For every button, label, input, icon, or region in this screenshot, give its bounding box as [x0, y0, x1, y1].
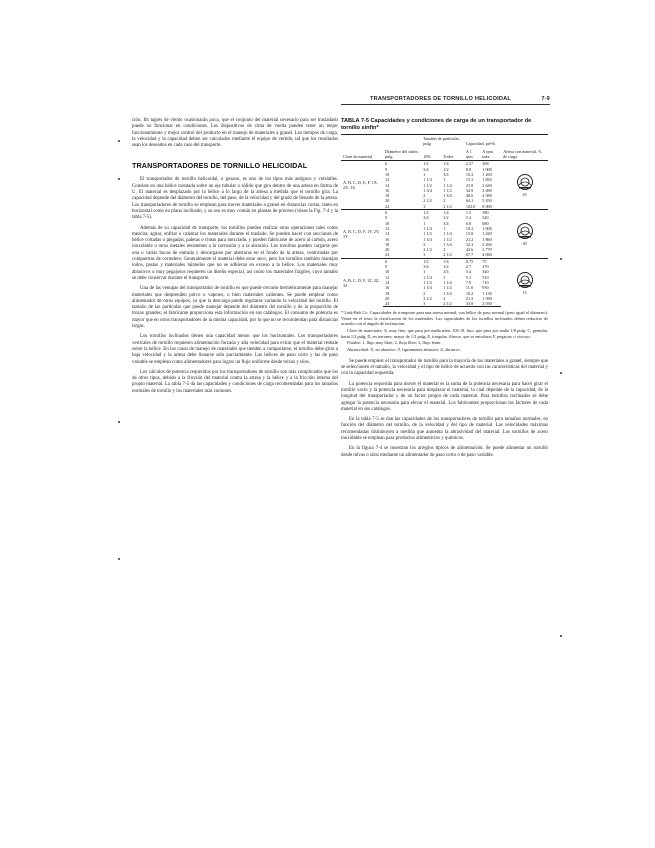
table-title: TABLA 7-5 Capacidades y condiciones de carga de un transportador de tornillo sinfín*	[341, 118, 532, 131]
material-class-cell: A, B, C, D, F, 1Y, 2Y, 3Y	[341, 210, 383, 259]
loading-percent: 15	[522, 289, 527, 295]
table-cell: 8.0	[465, 166, 472, 172]
table-cell: 540	[482, 215, 489, 221]
table-cell: 42.6	[465, 247, 474, 253]
table-cell: 10.2	[465, 171, 474, 177]
table-cell: 23.2	[465, 236, 474, 242]
table-cell: 20	[385, 247, 390, 253]
header-group: Clase de material	[341, 135, 383, 161]
table-cell: 5.4	[465, 215, 472, 221]
table-cell: 10	[385, 269, 390, 275]
table-cell: 1/2	[421, 210, 441, 216]
table-cell: 930	[482, 285, 489, 291]
table-cell: 64.1	[465, 198, 474, 204]
table-cell: 4 060	[482, 252, 492, 258]
table-cell: 33.8	[464, 301, 480, 307]
header-capacity: Capacidad, pie³/h	[464, 135, 501, 148]
table-cell: 1 1/4	[443, 231, 452, 237]
table-cell: 1 850	[482, 177, 492, 183]
table-cell: 2 030	[480, 301, 501, 307]
table-cell: 14	[385, 231, 390, 237]
table-cell: 368	[480, 161, 501, 167]
table-cell: 10	[385, 171, 390, 177]
table-cell: 102.0	[465, 203, 476, 209]
margin-dot	[118, 558, 120, 560]
table-cell: 0.75	[464, 258, 480, 264]
table-cell: 20	[385, 198, 390, 204]
margin-dot	[118, 421, 120, 423]
table-cell: 20	[385, 295, 390, 301]
table-cell: 23.8	[465, 182, 474, 188]
margin-dot	[560, 635, 562, 637]
table-cell: 6	[383, 258, 421, 264]
table-note: * Link-Belt Co. Capacidades de transporte para una artesa normal, con hélice de paso normal (paso igual al diámetro). Véase en el texto la clasificación de los materiales. Las capacidades de los tornillos inclinados deben reducirse de acuerdo con el ángulo de inclinación.	[341, 310, 548, 327]
header-diameter: Diámetro del sinfín, pulg	[383, 135, 421, 161]
right-column-text	[341, 359, 548, 459]
header-loading: Artesa con material, % de carga	[501, 135, 548, 161]
table-header-row	[341, 135, 548, 148]
loading-cell	[501, 161, 548, 210]
body-paragraph: Una de las ventajas del transportador de tornillo es que puede cerrarse herméticamente para manejar materiales que desprenden polvo o vapores, o bien materiales calientes. Se puede emplear como alimentador de otros equipos, ya que la descarga puede regularse variando la velocidad del tornillo. El tamaño de las partículas que puede manejar depende del diámetro del tornillo y de la proporción de trozos grandes; el fabricante proporciona esta información en sus catálogos. El consumo de potencia es mayor que en otros transportadores de la misma capacidad, por lo que no se recomiendan para distancias largas.	[132, 286, 338, 330]
header-all-lumps: Todos	[443, 154, 454, 160]
table-cell: 1 1/2	[443, 236, 452, 242]
table-cell: 1 1/2	[443, 285, 452, 291]
body-paragraph: Los cálculos de potencia requeridos por los transportadores de tornillo son más complicados que los de otros tipos, debido a la fricción del material contra la artesa y la hélice y a la fricción interna del propio material. La tabla 7-5 da las capacidades y condiciones de carga recomendadas para los tamaños normales de tornillo y los materiales más comunes.	[132, 369, 338, 394]
table-cell: 67.7	[465, 252, 474, 258]
table-cell: 24	[385, 203, 390, 209]
table-cell: 11.6	[465, 285, 474, 291]
table-cell: 180	[480, 210, 501, 216]
table-cell: 18	[385, 290, 390, 296]
table-cell: 2 640	[482, 182, 492, 188]
trough-loading-icon	[516, 271, 534, 290]
body-paragraph: Los tornillos inclinados tienen una capacidad menor que los horizontales. Los transportadores verticales de tornillo requieren alimentación forzada y alta velocidad para evitar que el material resbale sobre la hélice. En los casos de manejo de materiales que tienden a compactarse, el tornillo debe girar a baja velocidad y la artesa debe llenarse sólo parcialmente. Las hélices de paso corto y las de paso variable se emplean como alimentadores para lograr un flujo uniforme desde tolvas y silos.	[132, 334, 338, 365]
table-cell: 1/4	[441, 161, 464, 167]
table-cell: 10.2	[465, 225, 474, 231]
table-cell: 5.1	[465, 274, 472, 280]
table-cell: 1 000	[482, 225, 492, 231]
table-cell: 34.9	[465, 187, 474, 193]
table-cell: 1	[443, 177, 446, 183]
table-cell: 2 1/2	[423, 198, 432, 204]
table-cell: 1 3/4	[443, 193, 452, 199]
section-title: TRANSPORTADORES DE TORNILLO HELICOIDAL	[132, 161, 308, 171]
table-cell: 1 260	[482, 171, 492, 177]
table-cell: 2 770	[482, 247, 492, 253]
table-cell: 2 1/2	[423, 247, 432, 253]
table-cell: 680	[482, 220, 489, 226]
table-cell: 12	[385, 225, 390, 231]
table-cell: 1 3/4	[423, 236, 432, 242]
table-cell: 1/2	[443, 166, 449, 172]
table-cell: 1 130	[482, 290, 492, 296]
table-cell: 1 1/2	[443, 187, 452, 193]
table-cell: 2	[443, 295, 446, 301]
table-cell: 2 1/2	[441, 301, 464, 307]
table-cell: 2	[443, 247, 446, 253]
header-at-1rpm: A 1 rpm	[465, 148, 473, 160]
page-number: 7-9	[541, 96, 550, 102]
header-lumps-pct: 10%	[423, 154, 431, 160]
table-cell: 1	[443, 274, 446, 280]
header-max-rpm: A rpm máx.	[482, 148, 493, 160]
table-note: Clave de materiales: A, muy fino, que pasa por malla núm. 100; B, fino, que pasa por malla 1/8 pulg; C, granular, hasta 1/2 pulg; D, en terrones, mayor de 1/2 pulg; E, irregular, fibroso, que se entrelaza; F, pegajoso o viscoso.	[341, 328, 548, 339]
table-cell: 8 000	[482, 203, 492, 209]
table-cell: 1/2	[421, 161, 441, 167]
loading-cell	[501, 210, 548, 259]
table-row	[341, 161, 548, 167]
right-column	[341, 118, 548, 463]
body-paragraph: Se puede emplear el transportador de tornillo para la mayoría de los materiales a granel, siempre que se seleccionen el tamaño, la velocidad y el tipo de hélice de acuerdo con las características del material y con la capacidad requerida.	[341, 358, 548, 377]
table-cell: 1 1/2	[423, 182, 432, 188]
table-cell: 1 1/2	[423, 279, 432, 285]
table-cell: 1 1/4	[443, 279, 452, 285]
table-cell: 1 1/4	[423, 225, 432, 231]
intro-paragraph: ción. Ith tagres de viento ocasionarán poca, que el conjunto del material necesario para ser trasladado puede no funcionar en condiciones. Los dispositivos de cinta de vuelta pueden tener un mejor funcionamiento y mejor control del producto en el manejo de materiales a granel. Los tiempos de carga, la velocidad y la capacidad deben ser calculados mediante el equipo de vertido, tal que los resultados sean los deseados en cada caso del transporte.	[132, 118, 338, 149]
table-cell: 3/4	[443, 220, 449, 226]
table-cell: 24	[385, 252, 390, 258]
table-cell: 1 3/4	[443, 290, 452, 296]
table-note: Fluidez: 1, flujo muy libre; 2, flujo libre; 3, flujo lento.	[347, 340, 442, 346]
table-cell: 1 3/4	[423, 187, 432, 193]
table-cell: 3	[423, 203, 426, 209]
margin-dot	[118, 178, 120, 180]
table-cell: 1 1/4	[423, 274, 432, 280]
table-cell: 1/2	[421, 258, 441, 264]
table-cell: 1/4	[441, 210, 464, 216]
table-cell: 3.4	[465, 269, 472, 275]
table-cell: 1 390	[482, 295, 492, 301]
table-cell: 18	[385, 193, 390, 199]
table-cell: 2	[423, 241, 426, 247]
table-cell: 2 1/2	[423, 295, 432, 301]
table-cell: 5 450	[482, 198, 492, 204]
table-cell: 2.7	[465, 264, 472, 270]
table-cell: 1 860	[482, 236, 492, 242]
material-class-cell: A, B, C, D, F, 1Z, 2Z, 3Z	[341, 258, 383, 307]
table-cell: 3 490	[482, 187, 492, 193]
running-head	[370, 96, 550, 102]
table-cell: 9	[385, 215, 388, 221]
table-cell: 4 380	[482, 193, 492, 199]
loading-cell	[501, 258, 548, 307]
table-cell: 3	[421, 301, 441, 307]
table-cell: 15.8	[465, 231, 474, 237]
table-cell: 12	[385, 274, 390, 280]
left-column	[132, 118, 338, 399]
table-cell: 16	[385, 187, 390, 193]
table-cell: 2 1/2	[443, 252, 452, 258]
header-feed: Tamaño de partículas, pulg	[421, 135, 464, 148]
trough-loading-icon	[516, 173, 534, 192]
table-cell: 24	[383, 301, 421, 307]
table-cell: 2	[423, 290, 426, 296]
body-paragraph: Además de su capacidad de transporte, los tornillos pueden realizar otras operaciones tales como mezclar, agitar, enfriar o calentar los materiales durante el traslado. Se pueden hacer con secciones de hélice cortadas o plegadas, paletas o cintas para mezclado, y pueden fabricarse de acero al carbón, acero inoxidable u otros metales resistentes a la corrosión y a la abrasión. Los tornillos pueden cargarse por una o varias bocas de entrada y descargarse por aberturas en el fondo de la artesa, controladas por compuertas de corredera. Generalmente el material debe estar seco, pero los tornillos también manejan lodos, pastas y materiales húmedos que no se adhieran en exceso a la hélice. Los materiales muy abrasivos o muy pegajosos requieren un diseño especial, así como los materiales frágiles, cuyo tamaño se debe conservar durante el transporte.	[132, 225, 338, 281]
table-cell: 1 420	[482, 231, 492, 237]
table-cell: 2	[423, 193, 426, 199]
table-cell: 3/4	[423, 166, 429, 172]
table-cell: 3	[423, 252, 426, 258]
margin-dot	[560, 372, 562, 374]
table-cell: 1	[423, 269, 426, 275]
table-cell: 1	[423, 171, 426, 177]
table-cell: 1.5	[464, 210, 480, 216]
table-cell: 1/2	[443, 264, 449, 270]
table-cell: 340	[482, 269, 489, 275]
table-cell: 2 260	[482, 241, 492, 247]
table-cell: 75	[480, 258, 501, 264]
table-cell: 10	[385, 220, 390, 226]
table-cell: 16.2	[465, 290, 474, 296]
table-notes	[341, 310, 548, 352]
margin-dot	[118, 140, 120, 142]
table-cell: 14	[385, 182, 390, 188]
table-cell: 21.3	[465, 295, 474, 301]
material-class-cell: A, B, C, D, E, F, 1X, 2X, 3X	[341, 161, 383, 210]
table-cell: 1 1/4	[443, 182, 452, 188]
body-paragraph: La potencia requerida para mover el material es la suma de la potencia necesaria para hacer girar el tornillo vacío y la potencia necesaria para desplazar el material, la cual depende de la capacidad, de la longitud del transportador y de un factor propio de cada material. Para tornillos inclinados se debe agregar la potencia necesaria para elevar el material. Los fabricantes proporcionan los factores de cada material en sus catálogos.	[341, 381, 548, 412]
table-cell: 2.27	[464, 161, 480, 167]
capacity-table	[341, 134, 548, 307]
table-cell: 9	[385, 264, 388, 270]
table-cell: 3/4	[443, 269, 449, 275]
margin-dot	[560, 258, 562, 260]
table-note: Abrasividad: X, no abrasivo; Y, ligeramente abrasivo; Z, abrasivo.	[347, 347, 461, 353]
table-cell: 1	[423, 220, 426, 226]
table-cell: 1 000	[482, 166, 492, 172]
table-cell: 3/4	[423, 264, 429, 270]
table-cell: 16	[385, 236, 390, 242]
table-cell: 6.8	[465, 220, 472, 226]
table-cell: 3/4	[423, 215, 429, 221]
table-cell: 6	[383, 210, 421, 216]
table-cell: 1 3/4	[423, 285, 432, 291]
loading-percent: 30	[522, 240, 527, 246]
table-cell: 2	[443, 198, 446, 204]
table-cell: 1 1/4	[423, 177, 432, 183]
table-cell: 9	[385, 166, 388, 172]
table-cell: 18	[385, 241, 390, 247]
table-cell: 270	[482, 264, 489, 270]
table-cell: 3/4	[443, 171, 449, 177]
table-body	[341, 161, 548, 307]
table-cell: 1/4	[441, 258, 464, 264]
table-cell: 1/2	[443, 215, 449, 221]
trough-loading-icon	[516, 222, 534, 241]
table-cell: 1 3/4	[443, 241, 452, 247]
table-cell: 16	[385, 285, 390, 291]
table-cell: 710	[482, 279, 489, 285]
body-paragraph: El transportador de tornillo helicoidal, o gusano, es uno de los tipos más antiguos y versátiles. Consiste en una hélice montada sobre un eje tubular o sólido que gira dentro de una artesa en forma de U. El material es desplazado por la hélice a lo largo de la artesa a medida que el tornillo gira. La capacidad depende del diámetro del tornillo, del paso, de la velocidad y del grado de llenado de la artesa. Los transportadores de tornillo se emplean para mover materiales a granel en distancias cortas, tanto en horizontal como en plano inclinado, y su uso es muy común en plantas de proceso (véase la Fig. 7-4 y la tabla 7-5).	[132, 177, 338, 221]
table-cell: 15.3	[465, 177, 474, 183]
table-cell: 48.6	[465, 193, 474, 199]
table-cell: 14	[385, 279, 390, 285]
running-head-rule	[341, 104, 550, 105]
running-head-title: TRANSPORTADORES DE TORNILLO HELICOIDAL	[370, 96, 512, 102]
table-cell: 1	[443, 225, 446, 231]
body-paragraph: En la figura 7-4 se muestran los arreglos típicos de alimentación. Se puede alimentar un tornillo desde tolvas o silos mediante un alimentador de paso corto o de paso variable.	[341, 446, 548, 458]
table-cell: 12	[385, 177, 390, 183]
body-paragraph: En la tabla 7-5 se dan las capacidades de los transportadores de tornillo para tamaños normales, en función del diámetro del tornillo, de la velocidad y del tipo de material. Las velocidades máximas recomendadas disminuyen a medida que aumenta la abrasividad del material. Los tornillos de acero inoxidable se emplean para productos alimenticios y químicos.	[341, 417, 548, 441]
table-cell: 510	[482, 274, 489, 280]
loading-percent: 45	[522, 192, 527, 198]
table-cell: 6	[383, 161, 421, 167]
table-cell: 1 1/2	[423, 231, 432, 237]
table-cell: 32.3	[465, 241, 474, 247]
table-cell: 2 1/2	[443, 203, 452, 209]
table-cell: 7.9	[465, 279, 472, 285]
